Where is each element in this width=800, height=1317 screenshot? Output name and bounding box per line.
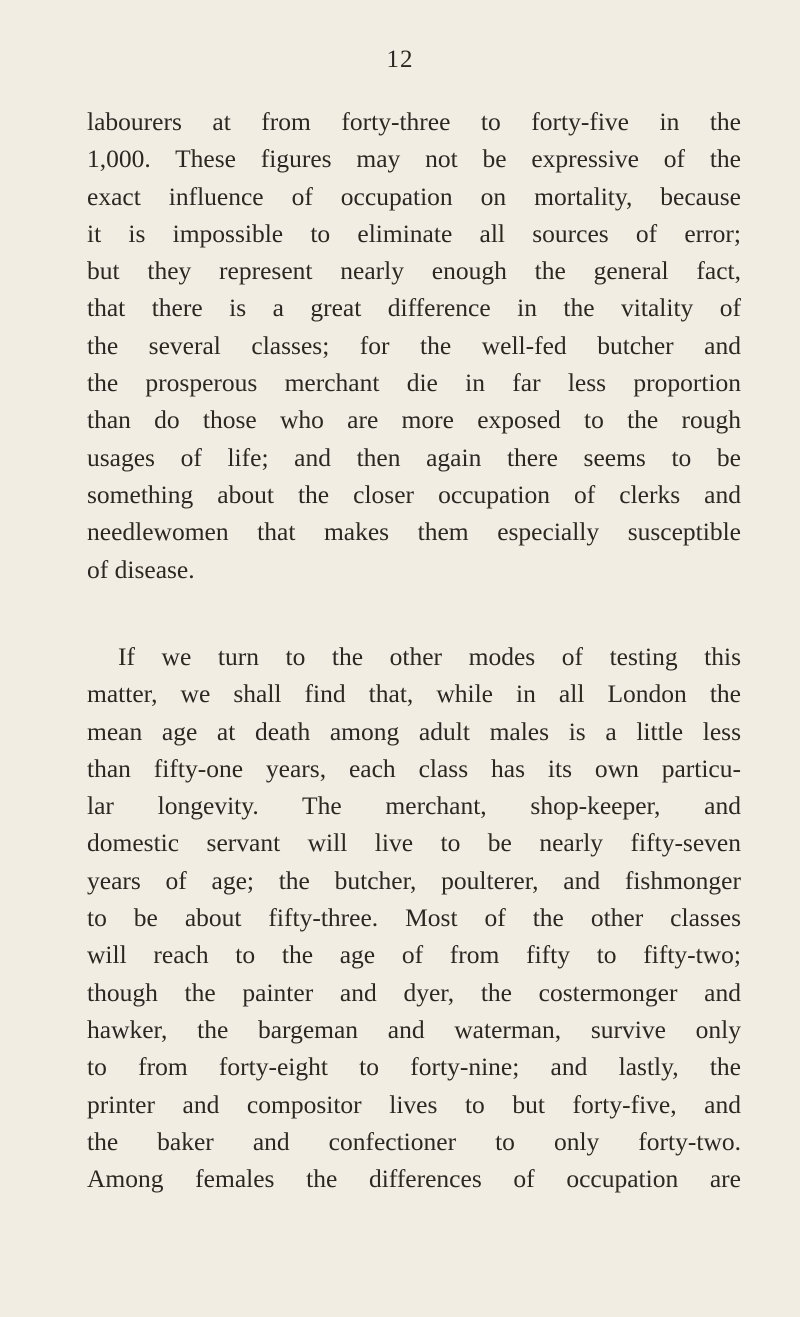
text-line: will reach to the age of from fifty to fifty-two; [87,940,741,970]
text-line: the baker and confectioner to only forty-two. [87,1126,741,1156]
text-line: to from forty-eight to forty-nine; and lastly, the [87,1052,741,1082]
text-line: mean age at death among adult males is a little less [87,716,741,746]
text-line: than fifty-one years, each class has its own particu- [87,753,741,783]
text-line: the several classes; for the well-fed butcher and [87,330,741,360]
text-line: it is impossible to eliminate all sources of error; [87,218,741,248]
text-line: domestic servant will live to be nearly fifty-seven [87,828,741,858]
text-line: that there is a great difference in the vitality of [87,293,741,323]
paragraph-2 [87,638,741,1197]
paragraph-1 [87,103,741,588]
text-line: something about the closer occupation of clerks and [87,479,741,509]
text-line: years of age; the butcher, poulterer, and fishmonger [87,865,741,895]
text-line: labourers at from forty-three to forty-five in the [87,107,741,136]
page-number: 12 [386,46,414,73]
text-line: usages of life; and then again there seems to be [87,442,741,472]
text-line: lar longevity. The merchant, shop-keeper, and [87,791,741,821]
text-line: 1,000. These figures may not be expressive of the [87,144,741,174]
text-line: of disease. [87,554,195,584]
text-line: than do those who are more exposed to the rough [87,405,741,435]
text-line: matter, we shall find that, while in all London the [87,679,741,709]
text-line: but they represent nearly enough the general fact, [87,256,741,286]
text-line: exact influence of occupation on mortality, because [87,181,741,211]
text-line: If we turn to the other modes of testing this [118,642,741,671]
text-line: needlewomen that makes them especially susceptible [87,517,741,547]
text-line: hawker, the bargeman and waterman, survive only [87,1014,741,1044]
text-line: the prosperous merchant die in far less proportion [87,368,741,398]
text-line: to be about fifty-three. Most of the other classes [87,903,741,933]
text-line: printer and compositor lives to but forty-five, and [87,1089,741,1119]
text-line: though the painter and dyer, the costermonger and [87,977,741,1007]
text-line: Among females the differences of occupation are [87,1164,741,1194]
